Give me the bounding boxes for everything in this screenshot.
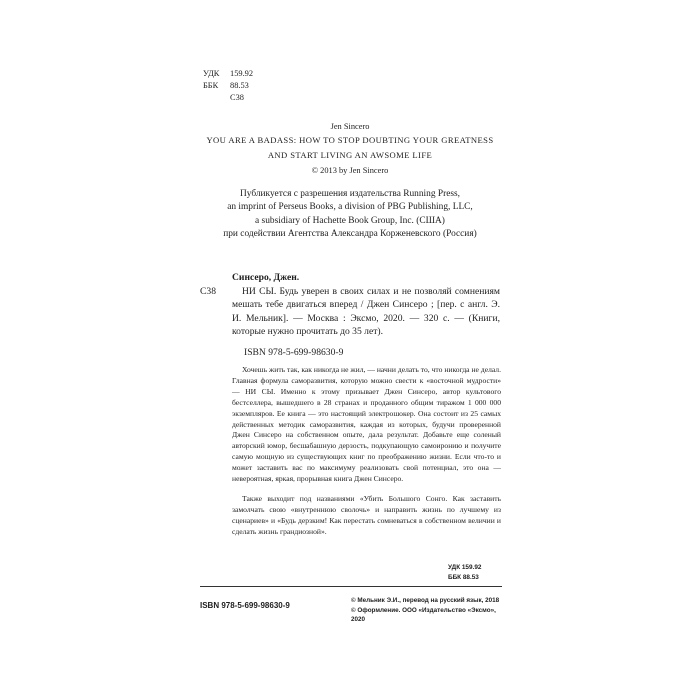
book-annotation [232, 365, 501, 485]
udk-value: 159.92 [230, 69, 254, 78]
bbk-value: 88.53 [230, 81, 249, 90]
alternate-titles-text: Также выходит под названиями «Убить Большого Сонго. Как заставить замолчать свою «внутреннюю сволочь» и направить жизнь по лучшему из сценариев» и «Будь дерзким! Как перестать сомневаться в собственном величии и сделать жизнь грандиозной». [232, 494, 501, 536]
catalog-author: Синсеро, Джен. [232, 272, 300, 283]
original-author: Jen Sincero [330, 122, 370, 131]
footer-classification [448, 563, 502, 582]
rights-line-2: an imprint of Perseus Books, a division of PBG Publishing, LLC, [227, 202, 473, 213]
rights-line-4: при содействии Агентства Александра Корженевского (Россия) [223, 229, 477, 240]
footer-isbn: ISBN 978-5-699-98630-9 [200, 601, 290, 610]
alternate-titles-note [232, 494, 501, 538]
catalog-description: НИ СЫ. Будь уверен в своих силах и не позволяй сомнениям мешать тебе двигаться вперед / Джен Синсеро ; [пер. с англ. Э. И. Мельник]. — Москва : Эксмо, 2020. — 320 с. — (Книги, которые нужно прочитать до 35 лет). [232, 285, 500, 338]
annotation-text: Хочешь жить так, как никогда не жил, — начни делать то, что никогда не делал. Главная формула саморазвития, которую можно свести к «восточной мудрости» — НИ СЫ. Именно к этому призывает Джен Синсеро, автор культового бестселлера, вышедшего в 28 странах и проданного общим тиражом 1 000 000 экземпляров. Ее книга — это настоящий электрошокер. Она состоит из 25 самых действенных методик саморазвития, каждая из которых, будучи проверенной Джен Синсеро на собственном опыте, дала результат. Добавьте еще соленый авторский юмор, бесшабашную дерзость, подкупающую самоиронию и получите самую мощную из существующих книг по преображению жизни. Если что-то и может заставить вас по максимуму реализовать свой потенциал, это она — невероятная, яркая, прорывная книга Джен Синсеро. [232, 365, 501, 484]
catalog-record [200, 271, 500, 360]
footer-credits [351, 596, 511, 625]
author-sign: С38 [230, 93, 244, 102]
original-copyright-block [180, 120, 520, 177]
footer-bbk: ББК 88.53 [448, 573, 479, 581]
catalog-isbn: ISBN 978-5-699-98630-9 [244, 346, 344, 358]
original-title-line-2: AND START LIVING AN AWSOME LIFE [267, 149, 433, 160]
translation-credit: © Мельник Э.И., перевод на русский язык, 2018 [351, 597, 500, 604]
udk-label: УДК [203, 69, 220, 78]
classification-codes [203, 68, 253, 104]
catalog-code: С38 [200, 285, 216, 297]
footer-divider [200, 586, 502, 587]
rights-line-1: Публикуется с разрешения издательства Running Press, [239, 189, 460, 199]
design-credit: © Оформление. ООО «Издательство «Эксмо», 2020 [351, 606, 496, 624]
original-copyright-notice: © 2013 by Jen Sincero [311, 166, 389, 175]
bbk-label: ББК [203, 81, 219, 90]
publication-rights [215, 188, 485, 242]
footer-udk: УДК 159.92 [448, 564, 482, 571]
rights-line-3: a subsidiary of Hachette Book Group, Inc. (США) [255, 215, 445, 226]
original-title-line-1: YOU ARE A BADASS: HOW TO STOP DOUBTING YOUR GREATNESS [206, 135, 494, 145]
